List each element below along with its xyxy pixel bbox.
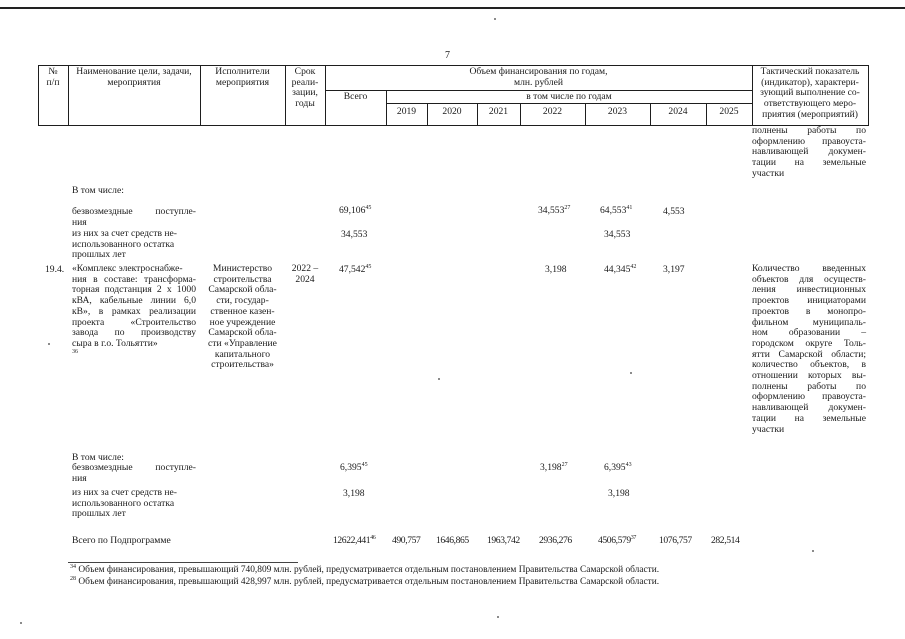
block1-incl-label: В том числе: <box>72 185 124 196</box>
header-divider <box>68 65 69 126</box>
header-year: 2025 <box>719 106 739 117</box>
header-year: 2019 <box>396 106 417 117</box>
page-number: 7 <box>445 50 450 61</box>
item-name: «Комплекс электроснабже- ния в составе: трансформа- торная подстанция 2 х 1000 кВА, кабельные линии 6,0 кВ», в рамках реализации проекта «Строительство завода по производству сыра в г.о. Тольятти» $^{36}$ <box>72 263 196 355</box>
totals-label: Всего по Подпрограмме <box>72 535 171 546</box>
totals-2020: 1646,865 <box>436 535 469 546</box>
header-divider <box>868 65 869 126</box>
block2-residual-label: из них за счет средств не- использованного остатка прошлых лет <box>72 487 178 520</box>
block2-gratis-2022: 3,198$^{27}$ <box>540 461 568 473</box>
item-2023: 44,345$^{42}$ <box>604 263 637 275</box>
header-year: 2020 <box>442 106 462 117</box>
footnote: $^{34}$ Объем финансирования, превышающий 740,809 млн. рублей, предусматривается отдельным постановлением Правительства Самарской области. <box>70 563 660 575</box>
header-total: Всего <box>343 91 368 102</box>
item-2024: 3,197 <box>663 264 685 275</box>
scan-speck <box>48 343 50 345</box>
totals-2019: 490,757 <box>392 535 421 546</box>
scan-speck <box>438 378 440 380</box>
scan-speck <box>812 550 814 552</box>
header-year: 2021 <box>488 106 509 117</box>
block2-gratis-label: безвозмездные поступле- ния <box>72 462 196 484</box>
header-year: 2022 <box>542 106 563 117</box>
totals-2022: 2936,276 <box>539 535 572 546</box>
scan-speck <box>630 372 632 374</box>
block2-gratis-total: 6,395$^{45}$ <box>340 461 368 473</box>
block1-residual-total: 34,553 <box>341 229 368 240</box>
block1-gratis-2024: 4,553 <box>663 206 685 217</box>
block1-gratis-2023: 64,553$^{41}$ <box>600 204 633 216</box>
top-scan-border <box>0 0 905 9</box>
header-num: № п/п <box>46 66 60 88</box>
totals-2023: 4506,579$^{37}$ <box>598 534 636 546</box>
header-by-years: в том числе по годам <box>526 91 612 102</box>
item-executor: Министерство строительства Самарской обла- сти, государ- ственное казен- ное учреждение Самарской обла- сти «Управление капитального строительства» <box>208 263 277 371</box>
indicator-continuation: полнены работы по оформлению правоуста- навливающей докумен- тации на земельные участки <box>752 125 866 179</box>
totals-2025: 282,514 <box>711 535 740 546</box>
footnote-separator <box>68 562 298 563</box>
block1-gratis-2022: 34,553$^{27}$ <box>538 204 571 216</box>
header-year: 2023 <box>607 106 628 117</box>
item-indicator: Количество введенных объектов для осуществ- ления инвестиционных проектов инициаторами проектов в монопро- фильном муниципаль- ном образовании – городском округе Толь- ятти Самарской области; количество объектов, в отношении которых вы- полнены работы по оформлению правоуста- навливающей докумен- тации на земельные участки <box>752 263 866 435</box>
block2-gratis-2023: 6,395$^{43}$ <box>604 461 632 473</box>
item-term: 2022 – 2024 <box>291 263 319 285</box>
totals-2024: 1076,757 <box>659 535 692 546</box>
header-name: Наименование цели, задачи, мероприятия <box>76 66 192 88</box>
footnote: $^{28}$ Объем финансирования, превышающий 428,997 млн. рублей, предусматривается отдельным постановлением Правительства Самарской области. <box>70 575 660 587</box>
block1-residual-label: из них за счет средств не- использованного остатка прошлых лет <box>72 228 178 261</box>
scan-speck <box>494 18 496 20</box>
header-term: Срок реали- зации, годы <box>291 66 319 110</box>
totals-total: 12622,441$^{46}$ <box>333 534 376 546</box>
item-2022: 3,198 <box>545 264 567 275</box>
header-indicator: Тактический показатель (индикатор), характери- зующий выполнение со- ответствующего меро- приятия (мероприятий) <box>760 66 860 120</box>
block1-residual-2023: 34,553 <box>604 229 631 240</box>
header-executors: Исполнители мероприятия <box>215 66 270 88</box>
header-year: 2024 <box>668 106 688 117</box>
scan-speck <box>497 616 499 618</box>
header-rule-years <box>386 103 752 104</box>
block2-residual-total: 3,198 <box>343 488 365 499</box>
block1-gratis-total: 69,106$^{45}$ <box>339 204 372 216</box>
block1-gratis-label: безвозмездные поступле- ния <box>72 206 196 228</box>
header-financing: Объем финансирования по годам, млн. рублей <box>469 66 608 88</box>
block2-residual-2023: 3,198 <box>608 488 630 499</box>
item-number: 19.4. <box>45 264 65 275</box>
block2-incl-label: В том числе: <box>72 452 124 463</box>
totals-2021: 1963,742 <box>487 535 520 546</box>
item-total: 47,542$^{45}$ <box>339 263 372 275</box>
header-bottom-border <box>38 125 868 126</box>
scan-speck <box>20 622 22 624</box>
